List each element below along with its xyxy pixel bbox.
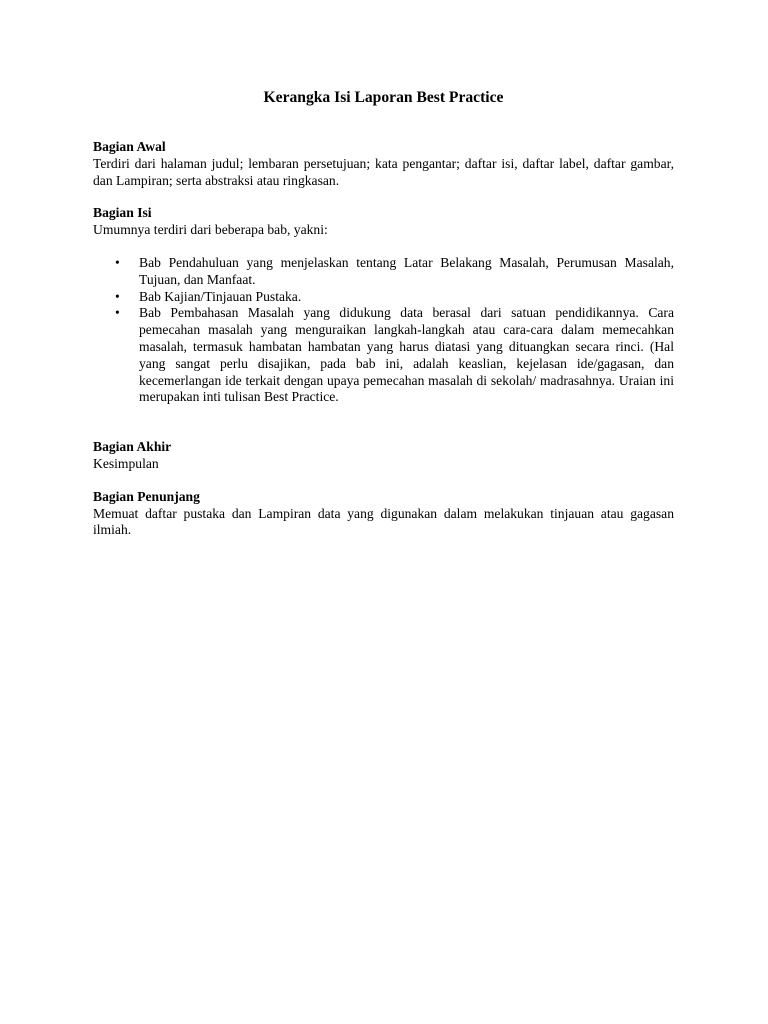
list-item — [93, 305, 674, 406]
section-heading: Bagian Awal — [93, 139, 166, 154]
list-item — [93, 255, 674, 289]
document-page — [93, 88, 674, 539]
list-item — [93, 289, 674, 306]
section-bagian-awal — [93, 139, 674, 189]
bullet-icon: • — [115, 305, 120, 321]
list-item-text: Bab Kajian/Tinjauan Pustaka. — [139, 288, 302, 304]
section-body: Terdiri dari halaman judul; lembaran persetujuan; kata pengantar; daftar isi, daftar label, daftar gambar, dan Lampiran; serta abstraksi atau ringkasan. — [93, 155, 674, 188]
section-body: Kesimpulan — [93, 455, 159, 471]
section-heading: Bagian Penunjang — [93, 488, 200, 504]
list-item-text: Bab Pendahuluan yang menjelaskan tentang Latar Belakang Masalah, Perumusan Masalah, Tujuan, dan Manfaat. — [139, 254, 674, 287]
section-bagian-akhir — [93, 439, 674, 473]
section-bagian-penunjang — [93, 489, 674, 539]
section-body: Umumnya terdiri dari beberapa bab, yakni: — [93, 222, 328, 238]
bullet-list — [93, 255, 674, 406]
list-item-text: Bab Pembahasan Masalah yang didukung data berasal dari satuan pendidikannya. Cara pemecahan masalah yang menguraikan langkah-langkah atau cara-cara dalam memecahkan masalah, termasuk hambatan hambatan yang harus diatasi yang dituangkan secara rinci. (Hal yang sangat perlu disajikan, pada bab ini, adalah keaslian, kejelasan ide/gagasan, dan kecemerlangan ide terkait dengan upaya pemecahan masalah di sekolah/ madrasahnya. Uraian ini merupakan inti tulisan Best Practice. — [139, 305, 674, 405]
bullet-icon: • — [115, 288, 120, 304]
section-heading: Bagian Akhir — [93, 439, 172, 455]
section-heading: Bagian Isi — [93, 205, 152, 221]
section-bagian-isi — [93, 205, 674, 406]
document-title: Kerangka Isi Laporan Best Practice — [263, 89, 504, 106]
bullet-icon: • — [115, 254, 120, 270]
section-body: Memuat daftar pustaka dan Lampiran data yang digunakan dalam melakukan tinjauan atau gagasan ilmiah. — [93, 505, 674, 538]
